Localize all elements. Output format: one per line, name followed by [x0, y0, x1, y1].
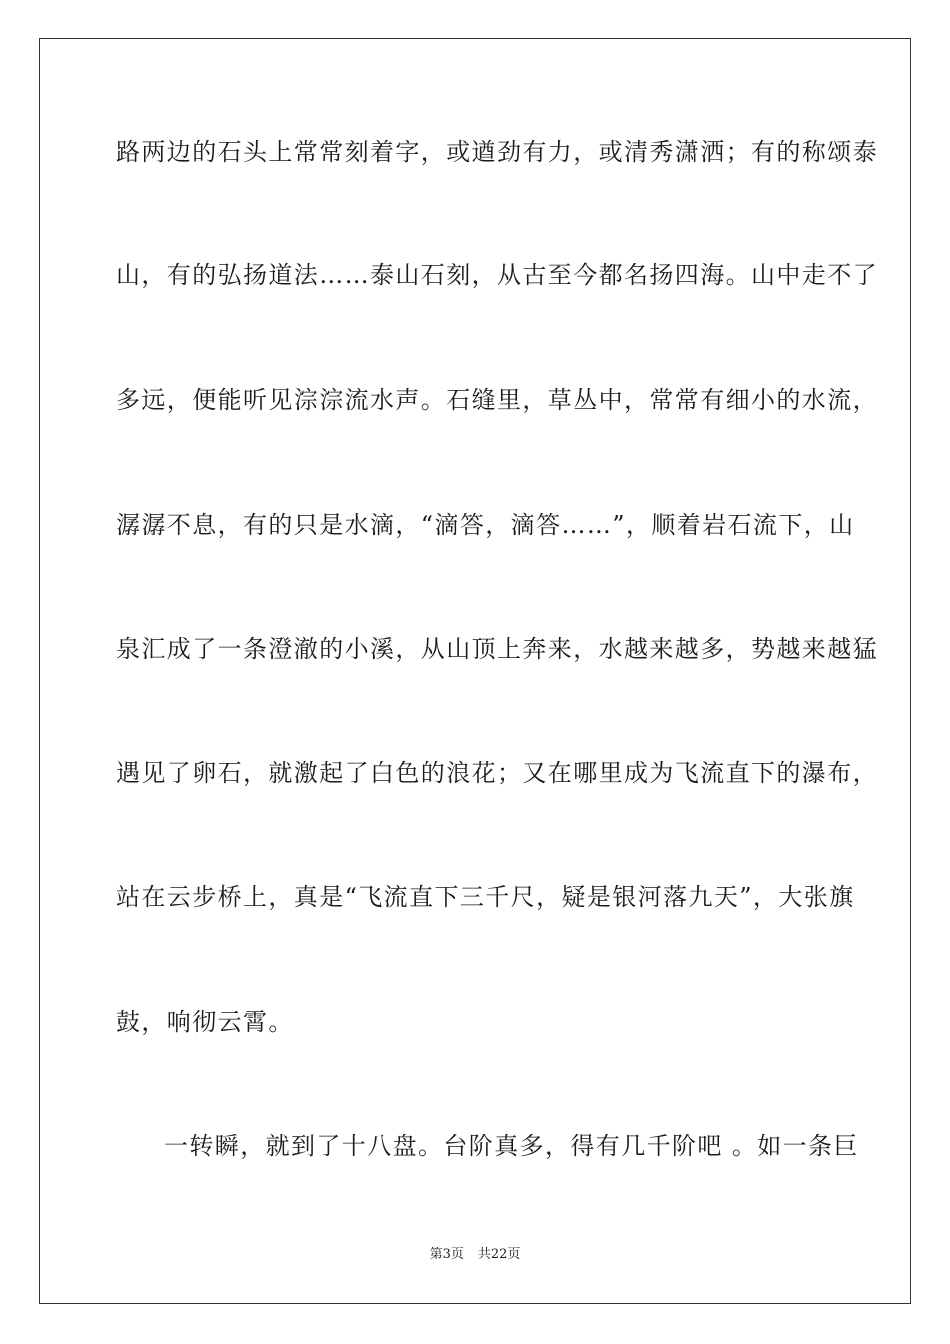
text-line: 泉汇成了一条澄澈的小溪，从山顶上奔来，水越来越多，势越来越猛: [116, 635, 878, 663]
text-line: 鼓，响彻云霄。: [116, 1008, 294, 1036]
page-border: [39, 38, 911, 1304]
text-line: 遇见了卵石，就激起了白色的浪花；又在哪里成为飞流直下的瀑布，: [116, 759, 878, 787]
paragraph-first-line: 一转瞬，就到了十八盘。台阶真多，得有几千阶吧 。如一条巨: [164, 1132, 859, 1160]
text-line: 潺潺不息，有的只是水滴，“滴答，滴答……”，顺着岩石流下，山: [116, 511, 855, 539]
page-footer: [0, 1246, 950, 1264]
total-pages: 共22页: [477, 1247, 521, 1262]
text-line: 站在云步桥上，真是“飞流直下三千尺，疑是银河落九天”，大张旗: [116, 883, 855, 911]
text-line: 山，有的弘扬道法……泰山石刻，从古至今都名扬四海。山中走不了: [116, 261, 878, 289]
text-line: 多远，便能听见淙淙流水声。石缝里，草丛中，常常有细小的水流，: [116, 386, 878, 414]
page-number: 第3页: [429, 1247, 464, 1262]
text-line: 路两边的石头上常常刻着字，或遒劲有力，或清秀潇洒；有的称颂泰: [116, 138, 878, 166]
